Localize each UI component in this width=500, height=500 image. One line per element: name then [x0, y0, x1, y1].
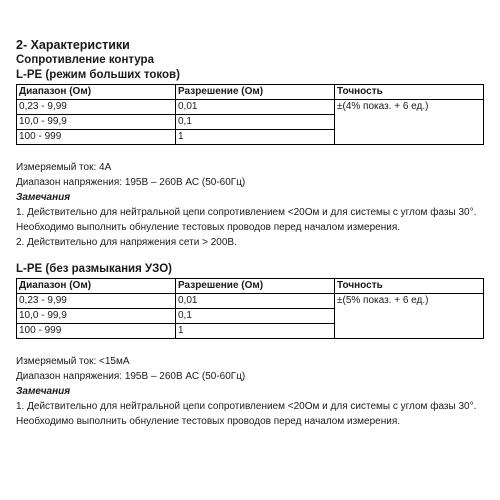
table-header-row: [17, 85, 484, 100]
cell-resolution: 1: [176, 130, 335, 145]
cell-range: 0,23 - 9,99: [17, 100, 176, 115]
voltage-range: Диапазон напряжения: 195В – 260В АС (50-60Гц): [16, 177, 246, 188]
voltage-range: Диапазон напряжения: 195В – 260В АС (50-60Гц): [16, 371, 246, 382]
measured-current: Измеряемый ток: 4А: [16, 162, 112, 173]
table-row: [17, 294, 484, 309]
note-line: 2. Действительно для напряжения сети > 200В.: [16, 237, 237, 248]
cell-resolution: 1: [176, 324, 335, 339]
document-page: [16, 37, 486, 429]
header-accuracy: Точность: [335, 85, 484, 100]
block-title-no-rcd-trip: L-PE (без размыкания УЗО): [16, 263, 173, 275]
measured-current: Измеряемый ток: <15мА: [16, 356, 130, 367]
note-line: 1. Действительно для нейтральной цепи сопротивлением <20Ом и для системы с углом фазы 30°.: [16, 207, 477, 218]
spec-table-high-current: [16, 84, 484, 145]
notes-title: Замечания: [16, 386, 71, 397]
table-row: [17, 100, 484, 115]
cell-resolution: 0,01: [176, 294, 335, 309]
cell-resolution: 0,1: [176, 309, 335, 324]
header-range: Диапазон (Ом): [17, 279, 176, 294]
table-header-row: [17, 279, 484, 294]
note-line: 1. Действительно для нейтральной цепи сопротивлением <20Ом и для системы с углом фазы 30°.: [16, 401, 477, 412]
header-range: Диапазон (Ом): [17, 85, 176, 100]
cell-accuracy: ±(5% показ. + 6 ед.): [335, 294, 484, 339]
spec-table-no-rcd-trip: [16, 278, 484, 339]
notes-title: Замечания: [16, 192, 71, 203]
header-resolution: Разрешение (Ом): [176, 85, 335, 100]
cell-range: 100 - 999: [17, 130, 176, 145]
note-line: Необходимо выполнить обнуление тестовых проводов перед началом измерения.: [16, 222, 401, 233]
section-title: 2- Характеристики: [16, 38, 130, 52]
cell-resolution: 0,01: [176, 100, 335, 115]
cell-range: 100 - 999: [17, 324, 176, 339]
cell-range: 10,0 - 99,9: [17, 309, 176, 324]
cell-range: 0,23 - 9,99: [17, 294, 176, 309]
cell-range: 10,0 - 99,9: [17, 115, 176, 130]
subsection-title: Сопротивление контура: [16, 54, 154, 66]
note-line: Необходимо выполнить обнуление тестовых проводов перед началом измерения.: [16, 416, 401, 427]
block-title-high-current: L-PE (режим больших токов): [16, 69, 180, 81]
cell-accuracy: ±(4% показ. + 6 ед.): [335, 100, 484, 145]
cell-resolution: 0,1: [176, 115, 335, 130]
header-resolution: Разрешение (Ом): [176, 279, 335, 294]
header-accuracy: Точность: [335, 279, 484, 294]
